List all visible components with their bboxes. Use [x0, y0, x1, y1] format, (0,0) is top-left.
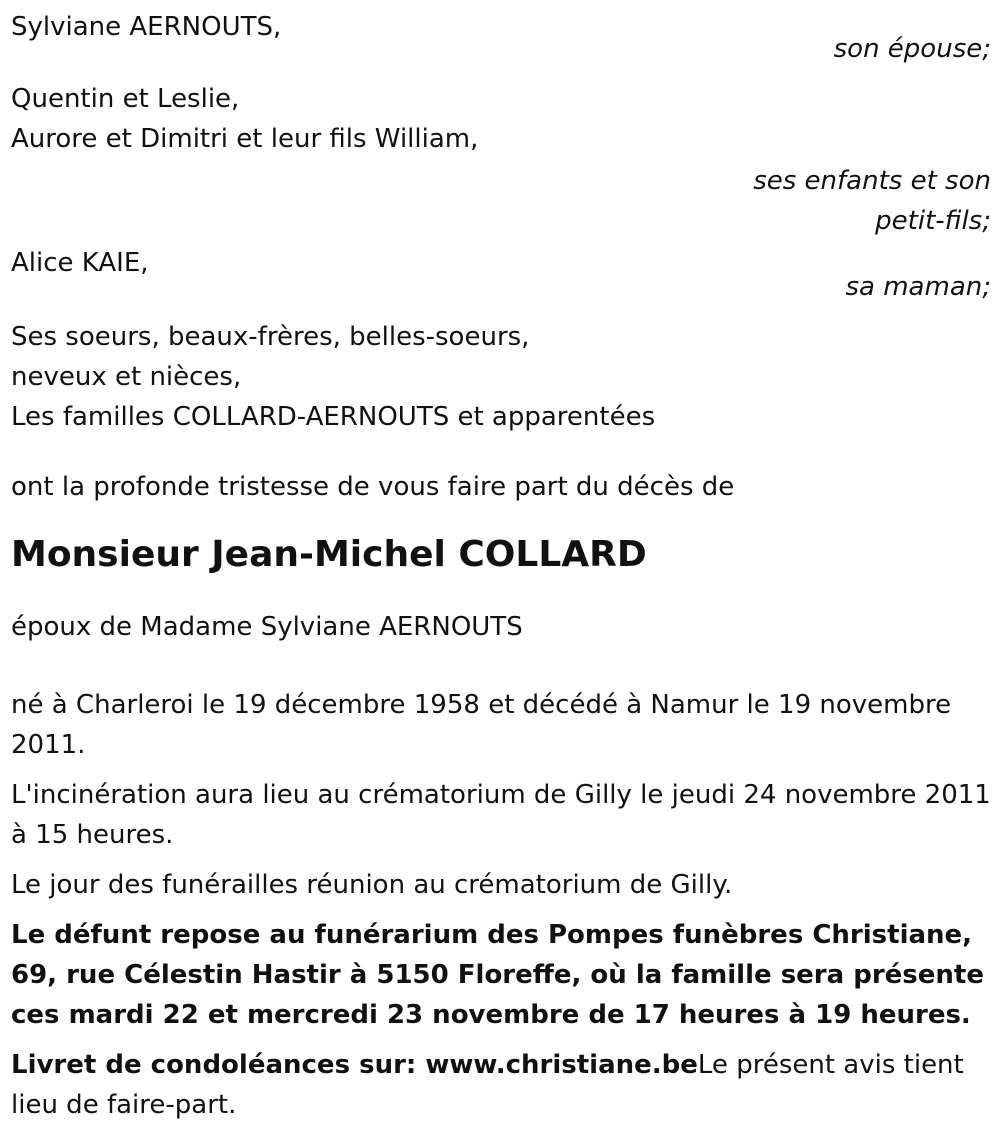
children-relation-line1: ses enfants et son — [753, 166, 991, 196]
condolences-link-text[interactable]: Livret de condoléances sur: www.christiane.be — [11, 1050, 698, 1080]
spouse-name: Sylviane AERNOUTS, — [11, 12, 282, 42]
children-line: Quentin et Leslie, — [11, 84, 240, 114]
mother-name: Alice KAIE, — [11, 248, 149, 278]
other-relatives-line: Les familles COLLARD-AERNOUTS et apparentées — [11, 402, 656, 432]
birth-death-paragraph: né à Charleroi le 19 décembre 1958 et décédé à Namur le 19 novembre 2011. — [11, 690, 952, 760]
deceased-name: Monsieur Jean-Michel COLLARD — [11, 534, 647, 575]
spouse-block — [11, 7, 991, 69]
children-line: Aurore et Dimitri et leur fils William, — [11, 124, 479, 154]
mother-relation: sa maman; — [845, 272, 991, 302]
cremation-paragraph: L'incinération aura lieu au crématorium de Gilly le jeudi 24 novembre 2011 à 15 heures. — [11, 780, 991, 850]
other-relatives-block — [11, 317, 991, 437]
children-relation-line2: petit-fils; — [875, 206, 991, 236]
faire-part-note: Le présent avis tient lieu de faire-part. — [11, 1050, 964, 1120]
funerarium-paragraph: Le défunt repose au funérarium des Pompes funèbres Christiane, 69, rue Célestin Hastir à 5150 Floreffe, où la famille sera présente ces mardi 22 et mercredi 23 novembre de 17 heures à 19 heures. — [11, 920, 984, 1030]
condolences-paragraph — [11, 1045, 991, 1125]
children-block — [11, 79, 991, 241]
gathering-paragraph: Le jour des funérailles réunion au crématorium de Gilly. — [11, 870, 733, 900]
other-relatives-line: neveux et nièces, — [11, 362, 242, 392]
spouse-of-text: époux de Madame Sylviane AERNOUTS — [11, 612, 523, 642]
spouse-relation: son épouse; — [833, 34, 991, 64]
other-relatives-line: Ses soeurs, beaux-frères, belles-soeurs, — [11, 322, 530, 352]
obituary-notice — [11, 7, 991, 1135]
mother-block — [11, 243, 991, 307]
announcement-text: ont la profonde tristesse de vous faire part du décès de — [11, 472, 735, 502]
